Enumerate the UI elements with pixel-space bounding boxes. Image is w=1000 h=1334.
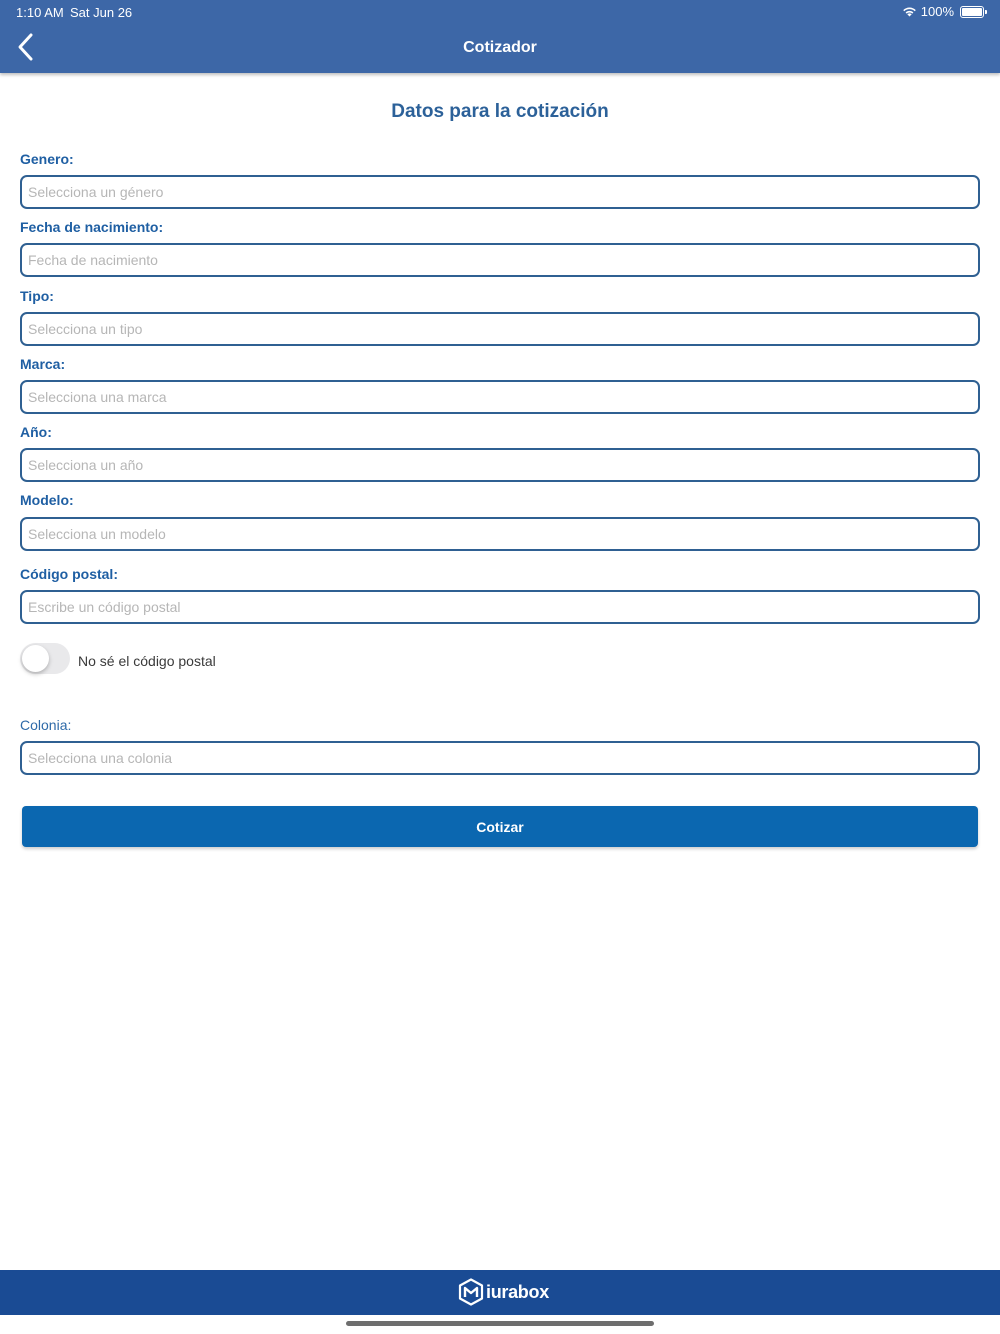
status-bar bbox=[0, 0, 1000, 24]
type-label: Tipo: bbox=[20, 288, 54, 304]
year-select[interactable] bbox=[20, 448, 980, 482]
home-indicator[interactable] bbox=[346, 1321, 654, 1326]
colonia-label: Colonia: bbox=[20, 717, 72, 733]
colonia-select[interactable] bbox=[20, 741, 980, 775]
gender-label: Genero: bbox=[20, 151, 74, 167]
brand-label: Marca: bbox=[20, 356, 66, 372]
battery-percentage: 100% bbox=[920, 4, 954, 19]
birthdate-label: Fecha de nacimiento: bbox=[20, 219, 164, 235]
status-date: Sat Jun 26 bbox=[70, 5, 133, 20]
brand-name: iurabox bbox=[486, 1281, 549, 1302]
toggle-knob bbox=[22, 645, 49, 672]
brand-logo bbox=[458, 1278, 549, 1306]
year-label: Año: bbox=[20, 424, 52, 440]
postal-code-label: Código postal: bbox=[20, 566, 118, 582]
nav-bar bbox=[0, 0, 1000, 73]
brand-select[interactable] bbox=[20, 380, 980, 414]
quote-button[interactable]: Cotizar bbox=[22, 806, 978, 847]
toggle-label: No sé el código postal bbox=[78, 653, 216, 669]
model-select[interactable] bbox=[20, 517, 980, 551]
model-label: Modelo: bbox=[20, 492, 74, 508]
battery-icon bbox=[960, 6, 984, 18]
gender-select[interactable] bbox=[20, 175, 980, 209]
page-title: Cotizador bbox=[463, 39, 537, 56]
status-time: 1:10 AM bbox=[16, 5, 64, 20]
type-select[interactable] bbox=[20, 312, 980, 346]
form-title: Datos para la cotización bbox=[391, 101, 609, 122]
birthdate-field[interactable] bbox=[20, 243, 980, 277]
status-indicators bbox=[902, 4, 984, 19]
unknown-postal-code-toggle[interactable] bbox=[20, 643, 70, 674]
cube-logo-icon bbox=[458, 1278, 484, 1306]
postal-code-input[interactable] bbox=[20, 590, 980, 624]
wifi-icon bbox=[902, 6, 917, 17]
